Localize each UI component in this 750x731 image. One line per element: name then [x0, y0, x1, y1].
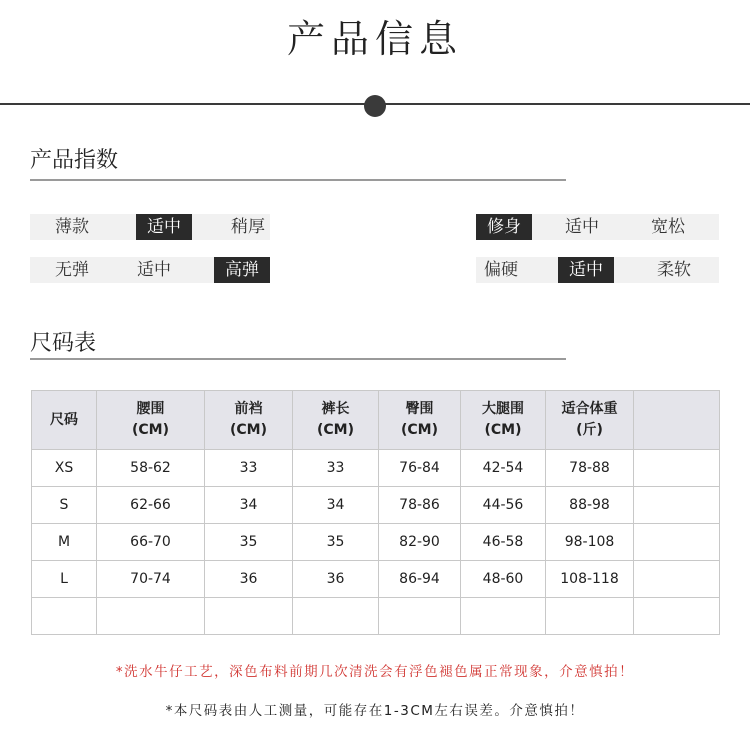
table-cell: 66-70: [97, 524, 205, 561]
table-cell: XS: [32, 450, 97, 487]
column-header: [97, 391, 205, 450]
index-option: 修身: [476, 214, 532, 240]
index-group-thickness: [30, 214, 270, 240]
index-option: 偏硬: [484, 260, 518, 280]
index-option: 宽松: [651, 217, 685, 237]
column-header-unit: (CM): [131, 422, 169, 438]
table-row: [32, 524, 720, 561]
column-header: [379, 391, 461, 450]
table-cell: 33: [293, 450, 379, 487]
table-cell: [293, 598, 379, 635]
index-group-fit: [476, 214, 719, 240]
index-option: 无弹: [55, 260, 89, 280]
index-option: 稍厚: [231, 217, 265, 237]
size-table: [31, 390, 720, 635]
index-option: 适中: [565, 217, 599, 237]
table-cell: [379, 598, 461, 635]
table-cell: 46-58: [461, 524, 546, 561]
column-header-unit: (CM): [316, 422, 354, 438]
index-group-softness: [476, 257, 719, 283]
size-chart-rule: [30, 358, 566, 360]
table-cell: [634, 450, 720, 487]
measure-note: *本尺码表由人工测量，可能存在1-3CM左右误差。介意慎拍！: [165, 703, 585, 719]
table-cell: [461, 598, 546, 635]
table-cell: 82-90: [379, 524, 461, 561]
table-cell: 108-118: [546, 561, 634, 598]
column-header-unit: (CM): [400, 422, 438, 438]
table-cell: 42-54: [461, 450, 546, 487]
size-chart-title: 尺码表: [30, 331, 97, 356]
table-cell: 34: [205, 487, 293, 524]
wash-note: *洗水牛仔工艺，深色布料前期几次清洗会有浮色褪色属正常现象，介意慎拍！: [115, 664, 635, 680]
table-cell: [546, 598, 634, 635]
table-cell: S: [32, 487, 97, 524]
table-cell: 34: [293, 487, 379, 524]
column-header: [546, 391, 634, 450]
table-cell: 33: [205, 450, 293, 487]
table-row: [32, 450, 720, 487]
table-cell: L: [32, 561, 97, 598]
table-cell: 58-62: [97, 450, 205, 487]
table-cell: [634, 561, 720, 598]
table-row: [32, 561, 720, 598]
index-option: 高弹: [214, 257, 270, 283]
index-option: 薄款: [55, 217, 89, 237]
table-cell: 62-66: [97, 487, 205, 524]
table-cell: [205, 598, 293, 635]
table-cell: 70-74: [97, 561, 205, 598]
divider-dot: [364, 95, 386, 117]
column-header: [205, 391, 293, 450]
column-header-unit: (斤): [576, 422, 603, 438]
index-option: 柔软: [657, 260, 691, 280]
column-header-unit: (CM): [484, 422, 522, 438]
index-option: 适中: [558, 257, 614, 283]
table-cell: [634, 598, 720, 635]
table-cell: [97, 598, 205, 635]
column-header: [634, 391, 720, 450]
table-row: [32, 487, 720, 524]
table-cell: 35: [205, 524, 293, 561]
column-header-label: 适合体重: [561, 401, 618, 417]
index-option: 适中: [136, 214, 192, 240]
table-cell: [32, 598, 97, 635]
column-header: [461, 391, 546, 450]
table-cell: 44-56: [461, 487, 546, 524]
table-cell: 48-60: [461, 561, 546, 598]
column-header: [293, 391, 379, 450]
column-header-label: 尺码: [50, 411, 78, 428]
table-header-row: [32, 391, 720, 450]
index-option: 适中: [137, 260, 171, 280]
column-header-label: 臀围: [405, 401, 434, 417]
table-cell: 76-84: [379, 450, 461, 487]
table-cell: 78-88: [546, 450, 634, 487]
column-header-unit: (CM): [229, 422, 267, 438]
table-cell: M: [32, 524, 97, 561]
indices-title: 产品指数: [30, 148, 119, 173]
table-row: [32, 598, 720, 635]
column-header: [32, 391, 97, 450]
index-group-stretch: [30, 257, 270, 283]
indices-rule: [30, 179, 566, 181]
table-cell: 88-98: [546, 487, 634, 524]
column-header-label: 腰围: [136, 401, 165, 417]
table-cell: [634, 487, 720, 524]
table-cell: 78-86: [379, 487, 461, 524]
table-cell: [634, 524, 720, 561]
table-cell: 36: [293, 561, 379, 598]
column-header-label: 前裆: [234, 401, 263, 417]
page-title: 产品信息: [286, 17, 463, 61]
column-header-label: 大腿围: [482, 401, 524, 417]
table-cell: 86-94: [379, 561, 461, 598]
table-cell: 35: [293, 524, 379, 561]
table-cell: 98-108: [546, 524, 634, 561]
table-cell: 36: [205, 561, 293, 598]
column-header-label: 裤长: [321, 401, 350, 417]
